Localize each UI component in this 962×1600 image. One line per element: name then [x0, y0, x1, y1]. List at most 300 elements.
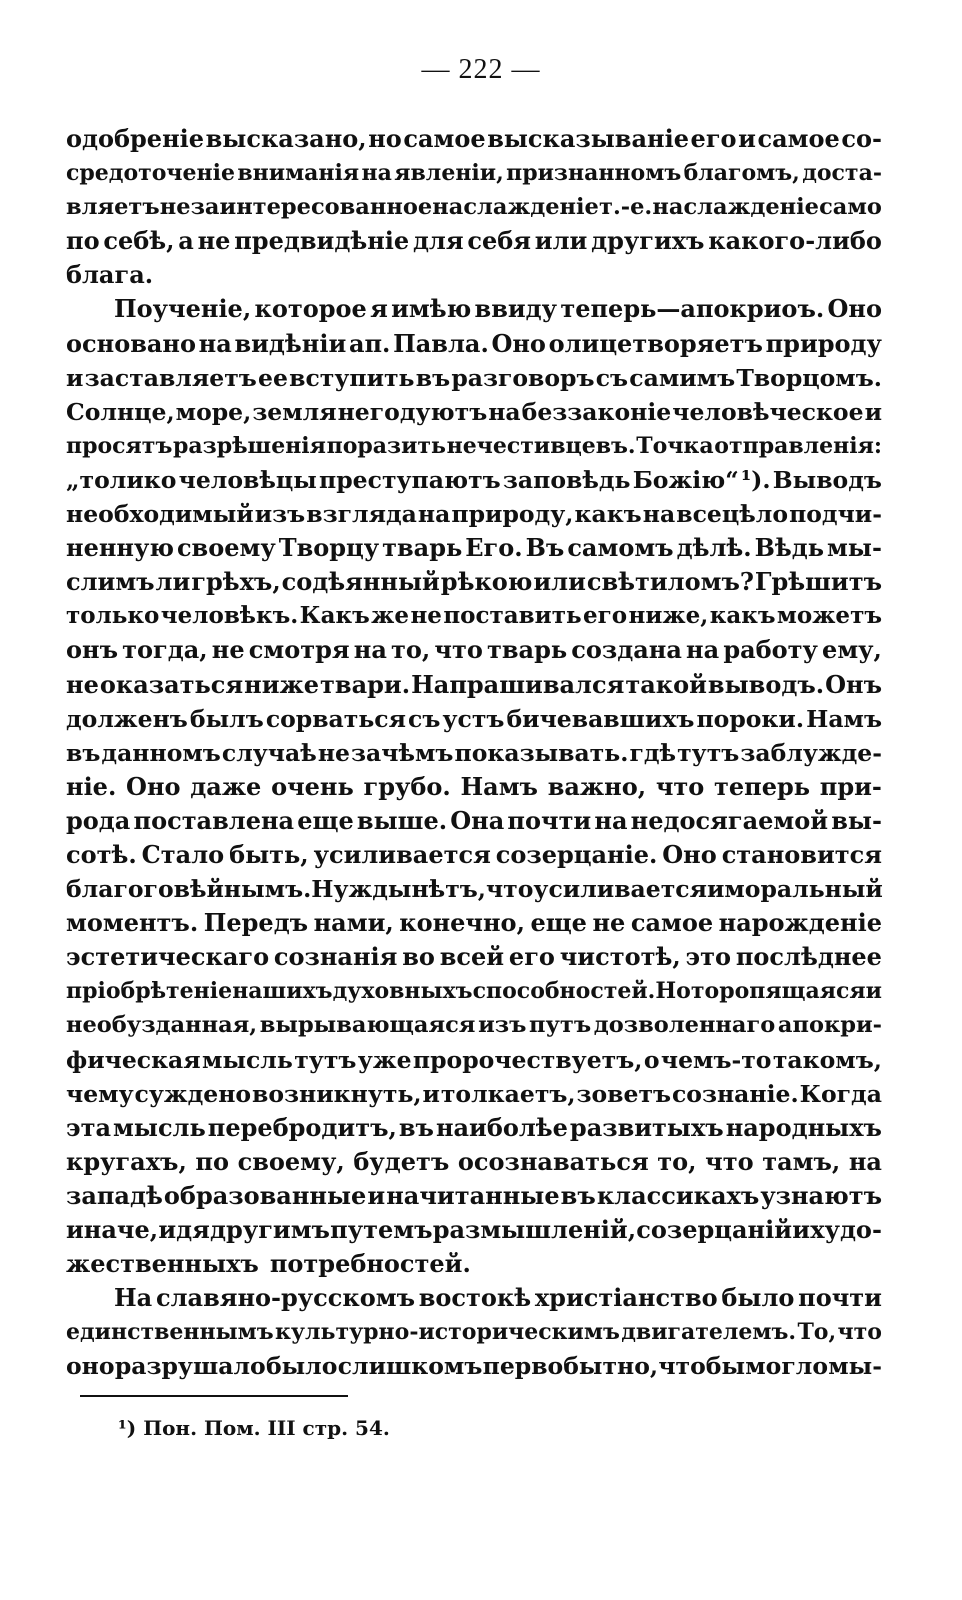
- text-line: [66, 497, 882, 531]
- word: только: [66, 602, 160, 630]
- word: ап.: [348, 328, 391, 358]
- text-line: [66, 395, 882, 429]
- text-line: [66, 1349, 882, 1383]
- word: духовныхъ: [332, 978, 473, 1005]
- word: созерцаній: [636, 1215, 793, 1244]
- word: первобытно,: [482, 1352, 659, 1381]
- word: зачѣмъ: [351, 738, 454, 767]
- word: было: [721, 1283, 795, 1313]
- word: признанномъ: [506, 160, 682, 187]
- word: или: [533, 567, 586, 597]
- word: пороки.: [696, 704, 805, 733]
- footnote-marker: ¹): [118, 1416, 137, 1440]
- word: самомъ: [567, 533, 674, 563]
- text-line: [66, 940, 882, 974]
- word: блага.: [66, 260, 154, 290]
- word: нашихъ: [232, 978, 333, 1005]
- text-line: [66, 633, 882, 667]
- word: незаинтересованное: [159, 194, 433, 221]
- word: заповѣдь: [502, 465, 631, 494]
- word: нѣтъ,: [411, 875, 486, 904]
- word: грѣхъ,: [191, 567, 281, 597]
- word: начитанные: [386, 1180, 560, 1210]
- text-line: [66, 565, 882, 599]
- word: Напрашивался: [411, 669, 625, 699]
- word: Творцу: [278, 533, 380, 563]
- word: ¹).: [740, 465, 771, 494]
- word: но: [368, 124, 402, 153]
- word: о: [643, 1045, 660, 1074]
- word: въ: [66, 738, 101, 767]
- word: вырывающаяся: [259, 1012, 476, 1039]
- word: христіанство: [534, 1283, 718, 1313]
- word: основано: [66, 328, 196, 358]
- word: какого-либо: [708, 226, 882, 256]
- word: Вѣдь: [754, 533, 825, 563]
- word: одобреніе: [66, 124, 205, 153]
- word: такой: [625, 669, 707, 699]
- text-line: [66, 736, 882, 770]
- word: грубо.: [363, 771, 451, 801]
- word: сознаніе.: [671, 1079, 799, 1108]
- word: самое: [757, 124, 840, 153]
- word: Точка: [636, 432, 714, 459]
- text-line: [66, 1043, 882, 1077]
- word: самимъ: [629, 363, 736, 392]
- word: двигателемъ.: [621, 1319, 797, 1346]
- word: не: [410, 602, 442, 630]
- word: наслажденіе: [432, 194, 599, 221]
- word: какъ: [574, 500, 642, 529]
- word: взгляда: [306, 500, 417, 529]
- word: не: [66, 669, 99, 699]
- word: идя: [158, 1215, 210, 1244]
- word: ввиду: [474, 294, 558, 324]
- word: путъ: [529, 1012, 592, 1039]
- word: послѣднее: [735, 942, 882, 972]
- word: самое: [630, 908, 714, 938]
- word: потребностей.: [269, 1249, 471, 1279]
- word: усиливается: [313, 839, 491, 869]
- word: же: [371, 602, 410, 630]
- word: усиливается: [533, 875, 707, 904]
- word: средоточеніе: [66, 160, 235, 187]
- word: выше.: [356, 805, 448, 835]
- word: Но: [655, 978, 691, 1005]
- word: то,: [391, 635, 431, 665]
- word: суждено: [134, 1079, 252, 1108]
- word: я: [370, 294, 388, 324]
- word: дѣлѣ.: [676, 533, 752, 563]
- word: ее: [258, 363, 288, 392]
- paragraph-start-line: [66, 292, 882, 326]
- word: Стало: [141, 839, 225, 869]
- word: подчи-: [789, 500, 882, 529]
- word: не: [211, 635, 245, 665]
- word: свѣтиломъ?: [586, 567, 754, 597]
- word: классикахъ: [596, 1180, 760, 1210]
- word: и: [865, 978, 882, 1005]
- word: сотѣ.: [66, 839, 137, 869]
- word: своему: [176, 533, 276, 563]
- word: заблужде-: [740, 738, 882, 767]
- word: ли: [155, 567, 191, 597]
- word: толкаетъ,: [440, 1079, 576, 1108]
- word: которое: [254, 294, 367, 324]
- word: съ: [595, 363, 629, 392]
- word: моральный: [724, 875, 883, 904]
- word: рода: [66, 805, 131, 835]
- word: оно: [66, 1352, 115, 1381]
- word: во: [402, 942, 435, 972]
- word: нечестивцевъ.: [446, 432, 636, 459]
- word: не: [592, 908, 626, 938]
- word: себѣ,: [103, 226, 175, 256]
- word: такомъ,: [772, 1045, 882, 1074]
- word: Его.: [465, 533, 523, 563]
- word: другимъ: [210, 1215, 330, 1244]
- text-line: [66, 702, 882, 736]
- word: олицетворяетъ: [548, 328, 763, 358]
- word: высказываніе: [487, 124, 689, 153]
- text-line: [66, 1213, 882, 1247]
- text-line: [66, 974, 882, 1008]
- word: теперь—апокриоъ.: [560, 294, 825, 324]
- word: изъ: [254, 500, 306, 529]
- word: негодуютъ: [337, 397, 488, 426]
- word: при-: [819, 771, 882, 801]
- word: зоветъ: [576, 1079, 672, 1108]
- word: что: [485, 875, 534, 904]
- word: высказано,: [205, 124, 367, 153]
- word: народныхъ: [725, 1112, 882, 1142]
- word: что: [434, 635, 483, 665]
- word: разрѣшенія: [173, 432, 326, 459]
- word: апокри-: [777, 1012, 882, 1039]
- word: на: [594, 805, 628, 835]
- word: Нужды: [311, 875, 412, 904]
- word: мысль: [113, 1112, 206, 1142]
- word: тогда,: [122, 635, 208, 665]
- word: торопящаяся: [690, 978, 866, 1005]
- word: Намъ: [460, 771, 538, 801]
- text-line: [66, 1247, 882, 1281]
- word: заставляетъ: [84, 363, 257, 392]
- word: вы-: [831, 805, 882, 835]
- word: могло: [745, 1352, 828, 1381]
- word: возникнуть,: [252, 1079, 422, 1108]
- word: почти: [507, 805, 592, 835]
- word: тутъ: [677, 738, 740, 767]
- word: т.-е.: [599, 194, 653, 221]
- word: море,: [175, 397, 252, 426]
- word: чему: [66, 1079, 134, 1108]
- text-line: [66, 327, 882, 361]
- word: работу: [723, 635, 818, 665]
- word: на: [198, 328, 232, 358]
- word: культурно-историческимъ: [275, 1319, 620, 1346]
- word: почти: [798, 1283, 882, 1313]
- word: фическая: [66, 1045, 201, 1074]
- word: Онъ: [825, 669, 882, 699]
- footnote-divider: [80, 1395, 348, 1397]
- word: человѣкъ.: [160, 602, 299, 630]
- word: путемъ: [330, 1215, 433, 1244]
- word: Когда: [799, 1079, 882, 1108]
- word: оказаться: [99, 669, 244, 699]
- word: Павла.: [393, 328, 489, 358]
- word: тварь: [486, 635, 568, 665]
- word: своему,: [237, 1146, 345, 1176]
- word: пророчествуетъ,: [412, 1045, 643, 1074]
- word: что: [837, 1319, 882, 1346]
- word: недосягаемой: [630, 805, 829, 835]
- word: другихъ: [591, 226, 705, 256]
- word: бичевавшихъ: [506, 704, 695, 733]
- word: ниже,: [628, 602, 709, 630]
- word: наиболѣе: [435, 1112, 568, 1142]
- word: твари.: [320, 669, 411, 699]
- word: онъ: [66, 635, 118, 665]
- word: долженъ: [66, 704, 188, 733]
- word: на: [642, 500, 676, 529]
- word: единственнымъ: [66, 1319, 274, 1346]
- word: разговоръ: [451, 363, 595, 392]
- word: размышленій,: [432, 1215, 637, 1244]
- word: пріобрѣтеніе: [66, 978, 233, 1005]
- word: былъ: [189, 704, 264, 733]
- word: самое: [403, 124, 486, 153]
- word: необузданная,: [66, 1012, 258, 1039]
- word: и: [367, 1180, 386, 1210]
- word: созерцаніе.: [495, 839, 658, 869]
- word: Поученіе,: [114, 294, 252, 324]
- word: преступаютъ: [319, 465, 501, 494]
- word: что: [705, 1146, 754, 1176]
- text-line: [66, 190, 882, 224]
- word: необходимый: [66, 500, 254, 529]
- word: по: [66, 226, 100, 256]
- word: какъ: [709, 602, 776, 630]
- word: его: [690, 124, 737, 153]
- text-line: [66, 668, 882, 702]
- word: эта: [66, 1112, 112, 1142]
- word: Передъ: [203, 908, 309, 938]
- word: всей: [439, 942, 505, 972]
- word: отправленія:: [714, 432, 882, 459]
- word: Какъ: [299, 602, 370, 630]
- word: Оно: [491, 328, 546, 358]
- word: становится: [721, 839, 882, 869]
- word: его: [583, 602, 628, 630]
- word: тварь: [382, 533, 463, 563]
- footnote-text: Пон. Пом. III стр. 54.: [143, 1416, 390, 1440]
- word: ніе.: [66, 771, 117, 801]
- word: Божію“: [632, 465, 739, 494]
- word: Выводъ: [772, 465, 882, 494]
- text-line: [66, 770, 882, 804]
- word: образованные: [163, 1180, 367, 1210]
- word: узнаютъ: [760, 1180, 882, 1210]
- word: и: [422, 1079, 440, 1108]
- word: на: [848, 1146, 882, 1176]
- word: жественныхъ: [66, 1249, 259, 1279]
- word: Въ: [525, 533, 565, 563]
- word: выводъ.: [707, 669, 825, 699]
- word: моментъ.: [66, 908, 199, 938]
- word: создана: [571, 635, 682, 665]
- word: нарожденіе: [718, 908, 882, 938]
- word: Солнце,: [66, 397, 175, 426]
- word: слишкомъ: [337, 1352, 483, 1381]
- word: слимъ: [66, 567, 155, 597]
- word: съ: [408, 704, 441, 733]
- word: кругахъ,: [66, 1146, 187, 1176]
- word: очень: [271, 771, 354, 801]
- word: устъ: [442, 704, 505, 733]
- page-number: — 222 —: [421, 54, 541, 85]
- word: человѣцы: [178, 465, 317, 494]
- text-line: [66, 361, 882, 395]
- word: само: [819, 194, 882, 221]
- text-line: [66, 1077, 882, 1111]
- word: беззаконіе: [521, 397, 672, 426]
- word: на: [488, 397, 521, 426]
- word: и: [738, 124, 756, 153]
- word: имѣю: [391, 294, 472, 324]
- word: благомъ,: [683, 160, 800, 187]
- word: эстетическаго: [66, 942, 270, 972]
- word: на: [361, 160, 392, 187]
- word: природу,: [451, 500, 574, 529]
- text-line: [66, 599, 882, 633]
- word: сознанія: [273, 942, 398, 972]
- word: славяно-русскомъ: [155, 1283, 415, 1313]
- word: рѣкою: [440, 567, 533, 597]
- word: что: [655, 771, 705, 801]
- word: земля: [252, 397, 337, 426]
- word: сорваться: [265, 704, 406, 733]
- word: данномъ: [101, 738, 221, 767]
- word: не: [197, 226, 231, 256]
- word: на: [353, 635, 387, 665]
- word: теперь: [714, 771, 811, 801]
- word: Оно: [126, 771, 181, 801]
- word: и: [66, 363, 84, 392]
- word: иначе,: [66, 1215, 159, 1244]
- word: быть,: [229, 839, 309, 869]
- word: ниже: [244, 669, 320, 699]
- word: перебродитъ,: [207, 1112, 397, 1142]
- word: мысль: [202, 1045, 293, 1074]
- word: просятъ: [66, 432, 173, 459]
- word: вляетъ: [66, 194, 160, 221]
- text-line: [66, 429, 882, 463]
- text-line: [66, 1145, 882, 1179]
- word: смотря: [248, 635, 350, 665]
- word: способностей.: [472, 978, 656, 1005]
- word: Намъ: [806, 704, 882, 733]
- word: даже: [190, 771, 262, 801]
- word: видѣніи: [234, 328, 347, 358]
- word: То,: [797, 1319, 837, 1346]
- text-line: [66, 1008, 882, 1042]
- word: это: [685, 942, 732, 972]
- word: тутъ: [294, 1045, 357, 1074]
- word: мы-: [828, 1352, 882, 1381]
- word: изъ: [478, 1012, 527, 1039]
- word: важно,: [547, 771, 647, 801]
- word: было: [265, 1352, 338, 1381]
- word: поставить: [443, 602, 582, 630]
- word: и: [792, 1215, 811, 1244]
- word: конечно,: [399, 908, 525, 938]
- word: чистотѣ,: [559, 942, 681, 972]
- word: разрушало: [114, 1352, 266, 1381]
- word: его: [508, 942, 555, 972]
- text-line: [66, 804, 882, 838]
- word: а: [178, 226, 194, 256]
- word: „толико: [66, 465, 177, 494]
- text-line: [66, 1315, 882, 1349]
- word: въ: [415, 363, 451, 392]
- text-line: [66, 1179, 882, 1213]
- word: благоговѣйнымъ.: [66, 875, 312, 904]
- word: въ: [560, 1180, 596, 1210]
- word: на: [686, 635, 720, 665]
- word: можетъ: [776, 602, 882, 630]
- word: еще: [530, 908, 587, 938]
- word: западѣ: [66, 1180, 163, 1210]
- word: доста-: [802, 160, 882, 187]
- word: случаѣ: [221, 738, 317, 767]
- word: человѣческое: [672, 397, 864, 426]
- word: нами,: [313, 908, 394, 938]
- word: худо-: [810, 1215, 882, 1244]
- word: поставлена: [133, 805, 295, 835]
- word: Она: [450, 805, 505, 835]
- text-line: [66, 156, 882, 190]
- text-line: [66, 122, 882, 156]
- word: со-: [841, 124, 882, 153]
- word: для: [412, 226, 464, 256]
- word: или: [534, 226, 588, 256]
- word: чемъ-то: [660, 1045, 772, 1074]
- word: показывать.: [454, 738, 629, 767]
- word: наслажденіе: [652, 194, 819, 221]
- word: еще: [297, 805, 354, 835]
- word: Оно: [662, 839, 717, 869]
- word: себя: [467, 226, 531, 256]
- word: всецѣло: [676, 500, 788, 529]
- word: ненную: [66, 533, 174, 563]
- word: въ: [398, 1112, 434, 1142]
- word: предвидѣніе: [234, 226, 410, 256]
- word: чтобы: [658, 1352, 745, 1381]
- word: будетъ: [353, 1146, 450, 1176]
- text-line: [66, 872, 882, 906]
- word: и: [706, 875, 725, 904]
- word: не: [317, 738, 350, 767]
- word: развитыхъ: [569, 1112, 724, 1142]
- word: уже: [357, 1045, 412, 1074]
- word: мы-: [827, 533, 882, 563]
- body-text: [66, 122, 882, 1383]
- text-line: [66, 224, 882, 258]
- word: осознаваться: [457, 1146, 649, 1176]
- word: явленіи,: [394, 160, 504, 187]
- word: содѣянный: [281, 567, 440, 597]
